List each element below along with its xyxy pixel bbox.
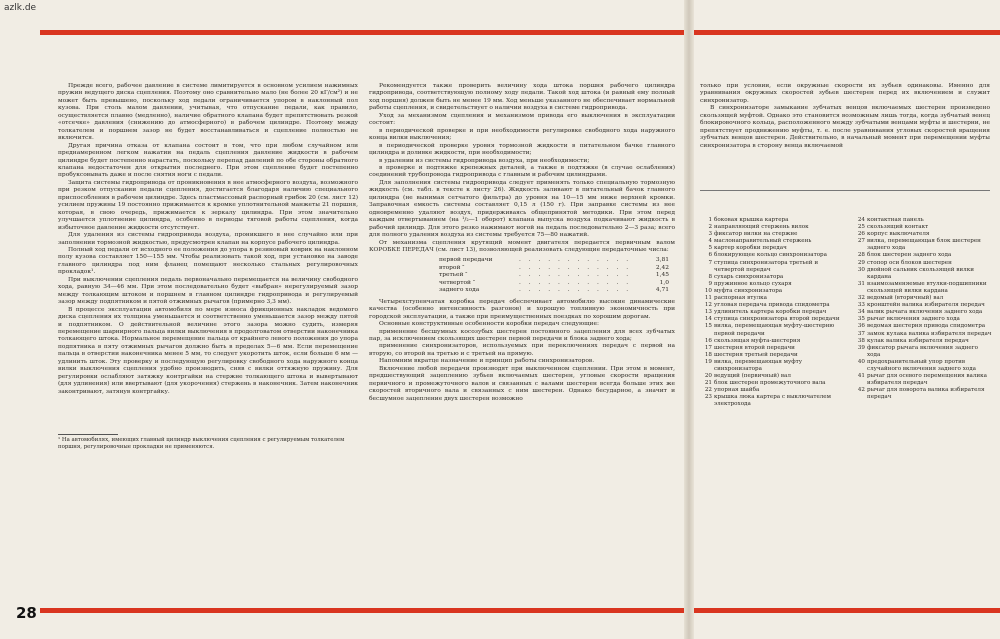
paragraph: В процессе эксплуатации автомобиля по мере износа фрикционных накладок ведомого диска сцепления их толщина уменьшается и соответственно уменьшается зазор между пятой и подпятником. О действительной величине этого зазора можно судить, измеряя перемещение шарнирного пальца вилки выключения в продолговатом отверстии наконечника толкающего штока. Нормальное перемещение пальца от крайнего левого положения до упора подпятника в пяту отжимных рычагов должно быть в пределах 5—6 мм. Если перемещение пальца в отверстии наконечника менее 5 мм, то следует укоротить шток, если больше 6 мм — удлинить шток. Эту проверку и последующую регулировку свободного хода наружного конца вилки выключения сцепления удобно производить, сняв с вилки оттяжную пружину. Для регулировки ослабляют затяжку контргайки на стержне толкающего штока и вывертывают (для удлинения) или ввертывают (для укорочения) стержень в наконечник. Затем наконечник законтривают, затянув контргайку. (58, 306, 358, 395)
paragraph: только при условии, если окружные скорости их зубьев одинаковы. Именно для уравнивания окружных скоростей зубьев шестерен перед их включением и служит синхронизатор. (700, 83, 990, 104)
legend-item: 22 упорная шайба (704, 387, 760, 394)
gear-ratio-row: заднего хода . . . . . . . . . . . . 4,71 (439, 287, 669, 294)
gear-ratio-label: четвертой ″ (439, 279, 476, 286)
legend-item: 35 рычаг включения заднего хода (857, 316, 960, 323)
legend-item: 19 вилка, перемещающая муфту синхронизатора (704, 358, 803, 372)
legend-item: 4 маслонаправительный стержень (708, 238, 812, 245)
paragraph: применение синхронизаторов, используемых при переключениях передач с первой на вторую, со второй на третью и с третьей на прямую. (369, 343, 675, 357)
paragraph: При выключении сцепления педаль первоначально перемещается на величину свободного хода, равную 34—46 мм. При этом последовательно будет «выбран» нерегулируемый зазор между толкающим штоком и поршнем в главном цилиндре гидропривода и регулируемый зазор между подпятником и пятой отжимных рычагов (примерно 3,3 мм). (58, 276, 358, 306)
paragraph: Для удаления из системы гидропривода воздуха, проникшего в нее случайно или при заполнении тормозной жидкостью, предусмотрен клапан на корпусе рабочего цилиндра. (58, 232, 358, 246)
legend-item: 40 предохранительный упор против случайного включения заднего хода (857, 358, 976, 372)
legend-item: 20 ведущий (первичный) вал (704, 373, 791, 380)
paragraph: Для заполнения системы гидропривода следует применять только специальную тормозную жидкость (см. табл. в тексте к листу 26). Жидкость заливают в питательный бачок главного цилиндра (не вынимая сетчатого фильтра) до уровня на 10—15 мм ниже верхней кромки. Заправочная емкость системы составляет 0,15 л (150 г). При заправке системы из нее одновременно удаляют воздух, придерживаясь общепринятой методики. При этом перед каждым отвертыванием (на ¹/₂—1 оборот) клапана выпуска воздуха подкачивают жидкость в рабочий цилиндр. Для этого резко нажимают ногой на педаль последовательно 2—3 раза; всего для полного удаления воздуха из системы требуется 75—80 нажатий. (369, 179, 675, 239)
legend-item: 11 распорная втулка (704, 295, 768, 302)
legend-item: 33 кронштейн валика избирателя передач (857, 302, 985, 309)
legend-item: 39 фиксатор рычага включения заднего хода (857, 344, 979, 358)
legend-item: 17 шестерня второй передачи (704, 344, 795, 351)
paragraph: В синхронизаторе замыкание зубчатых венцов включаемых шестерен произведено скользящей муфтой. Однако это становится возможным лишь тогда, когда зубчатый венец блокировочного кольца, расположенного между зубчатыми венцами муфты и шестерни, не препятствует продвижению муфты, т. е. после уравнивания угловых скоростей вращения зубчатых венцов шестерен. Действительно, в начальный момент при перемещении муфты синхронизатора в сторону венца включаемой (700, 105, 990, 149)
bottom-red-bar-right (694, 608, 1000, 613)
gear-ratio-value: 1,45 (655, 272, 669, 279)
gear-ratio-value: 2,42 (655, 264, 669, 271)
paragraph: Рекомендуется также проверить величину хода штока поршня рабочего цилиндра гидропривода, соответствующую полному ходу педали. Такой ход штока (и равный ему полный ход поршня) должен быть не менее 19 мм. Ход меньше указанного не обеспечивает нормальной работы сцепления, и свидетельствует о наличии воздуха в системе гидропривода. (369, 83, 675, 112)
paragraph: в удалении из системы гидропривода воздуха, при необходимости; (379, 157, 590, 164)
page-number: 28 (16, 604, 37, 622)
paragraph: Прежде всего, рабочее давление в системе лимитируется в основном усилием нажимных пружин ведущего диска сцепления. Поэтому оно сравнительно мало (не более 20 кГ/см²) и не может быть превышено, поскольку ход педали ограничивается упором в наклонный пол кузова. При столь малом давлении, учитывая, что отпускание педали, как правило, осуществляется плавно (медленно), наличие обратного клапана будет препятствовать резкой «отсечке» давления (снижению до атмосферного) в рабочем цилиндре. Поэтому между толкателем и поршнем зазор не будет восстанавливаться и сцепление полностью не включится. (58, 83, 358, 142)
paragraph: применение бесшумных косозубых шестерен постоянного зацепления для всех зубчатых пар, за исключением скользящих шестерен первой передачи и блока заднего хода; (369, 328, 675, 342)
gear-ratio-value: 1,0 (659, 279, 669, 286)
text-column-1 (58, 83, 358, 396)
footnote-text: ¹ На автомобилях, имеющих главный цилиндр выключения сцепления с регулируемым толкателем поршня, регулировочные прокладки не применяются. (58, 437, 345, 450)
paragraph: Напомним вкратце назначение и принцип работы синхронизаторов. (379, 358, 595, 365)
parts-legend-left (700, 217, 848, 409)
gear-ratio-list (369, 257, 675, 294)
paragraph: в периодической проверке уровня тормозной жидкости в питательном бачке главного цилиндра и доливке жидкости, при необходимости; (369, 142, 675, 157)
legend-item: 26 корпус выключателя (857, 231, 930, 238)
legend-item: 2 направляющий стержень вилок (708, 224, 809, 231)
gear-ratio-label: третьей ″ (439, 272, 468, 279)
legend-item: 37 замок кулака валика избирателя передач (857, 330, 992, 337)
legend-item: 41 рычаг для осевого перемещения валика избирателя передач (857, 373, 987, 387)
paragraph: Включение любой передачи производят при выключенном сцеплении. При этом в момент, предшествующий зацеплению зубьев включаемых шестерен, угловые скорости вращения первичного и промежуточного валов и связанных с валами шестерен всегда больше этих же скоростей вторичного вала и связанных с ним шестерен. Однако бесударное, а значит и бесшумное зацепление двух шестерен возможно (369, 365, 675, 402)
paragraph: Четырехступенчатая коробка передач обеспечивает автомобилю высокие динамические качества (особенно интенсивность разгонов) и хорошую топливную экономичность при городской эксплуатации, а также при преимущественных поездках по хорошим дорогам. (369, 298, 675, 320)
legend-item: 10 муфта синхронизатора (704, 287, 783, 294)
legend-item: 42 рычаг для поворота валика избирателя передач (857, 387, 985, 401)
legend-item: 3 фиксатор вилки на стержне (708, 231, 798, 238)
paragraph: Основные конструктивные особенности коробки передач следующие: (379, 321, 599, 328)
legend-item: 31 взаимозаменяемые втулки-подшипники скользящей вилки кардана (857, 280, 987, 294)
legend-item: 13 удлинитель картера коробки передач (704, 309, 827, 316)
text-column-3 (700, 83, 990, 150)
legend-item: 9 пружинное кольцо сухаря (708, 280, 792, 287)
paragraph: Защита системы гидропривода от проникновения в нее атмосферного воздуха, возможного при резком отпускании педали сцепления, достигается благодаря наличию специального приспособления в рабочем цилиндре. Здесь пластмассовый распорный грибок 20 (см. лист 12) усилием пружины 19 постоянно прижимается к кромке уплотнительной манжеты 21 поршня, которая, в свою очередь, прижимается к зеркалу цилиндра. При этом значительно улучшается уплотнение цилиндра, особенно в периоды тяговой работы сцепления, когда избыточное давление жидкости отсутствует. (58, 179, 358, 231)
legend-item: 24 контактная панель (857, 217, 924, 223)
paragraph: Другая причина отказа от клапана состоит в том, что при любом случайном или преднамеренном легком нажатии на педаль сцепления давление жидкости в рабочем цилиндре будет постепенно нарастать, поскольку перепад давлений по обе стороны обратного клапана недостаточен для открытия последнего. При этом сцепление будет постепенно пробуксовывать даже и после снятия ноги с педали. (58, 142, 358, 179)
legend-item: 38 кулак валика избирателя передач (857, 337, 969, 344)
gear-ratio-value: 4,71 (655, 287, 669, 294)
legend-item: 7 ступица синхронизатора третьей и четвертой передач (708, 259, 819, 273)
legend-item: 14 ступица синхронизатора второй передачи (704, 316, 840, 323)
legend-item: 34 валик рычага включения заднего хода (857, 309, 983, 316)
top-red-bar (40, 30, 684, 35)
gear-ratio-row: второй ″ . . . . . . . . . . . . 2,42 (439, 264, 669, 271)
page-spine (684, 0, 694, 639)
legend-item: 30 двойной сальник скользящей вилки кардана (857, 266, 974, 280)
gear-ratio-label: второй ″ (439, 264, 465, 271)
top-red-bar-right (694, 30, 1000, 35)
footnote (58, 434, 358, 451)
legend-item: 12 угловая передача привода спидометра (704, 302, 830, 309)
paragraph: От механизма сцепления крутящий момент двигателя передается первичным валом КОРОБКЕ ПЕРЕДАЧ (см. лист 13), позволяющей реализовать следующие передаточные числа: (369, 239, 675, 253)
legend-item: 1 боковая крышка картера (708, 217, 789, 223)
legend-item: 18 шестерня третьей передачи (704, 351, 798, 358)
legend-item: 36 ведомая шестерня привода спидометра (857, 323, 986, 330)
legend-item: 8 сухарь синхронизатора (708, 273, 784, 280)
paragraph: в периодической проверке и при необходимости регулировке свободного хода наружного конца вилки выключения; (369, 127, 675, 142)
paragraph: Уход за механизмом сцепления и механизмом привода его выключения в эксплуатации состоит: (369, 112, 675, 127)
site-watermark: azlk.de (4, 3, 37, 13)
gear-ratio-value: 3,81 (655, 257, 669, 264)
legend-item: 32 ведомый (вторичный) вал (857, 295, 944, 302)
gear-ratio-label: заднего хода (439, 287, 480, 294)
legend-item: 28 блок шестерен заднего хода (857, 252, 952, 259)
bottom-red-bar (40, 608, 684, 613)
footnote-rule (58, 434, 118, 435)
legend-item: 15 вилка, перемещающая муфту-шестерню первой передачи (704, 323, 835, 337)
legend-item: 23 крышка люка картера с выключателем электрохода (704, 394, 831, 408)
section-divider (700, 190, 990, 191)
parts-legend-right (853, 217, 993, 401)
legend-item: 25 скользящий контакт (857, 224, 929, 231)
paragraph: в проверке и подтяжке крепежных деталей, а также в подтяжке (в случае ослабления) соединений трубопровода гидропривода с главным и рабочим цилиндрами. (369, 164, 675, 179)
gear-ratio-row: четвертой ″ . . . . . . . . . . . . 1,0 (439, 279, 669, 286)
gear-ratio-row: третьей ″ . . . . . . . . . . . . 1,45 (439, 272, 669, 279)
legend-item: 21 блок шестерен промежуточного вала (704, 380, 826, 387)
legend-item: 27 вилка, перемещающая блок шестерен заднего хода (857, 238, 981, 252)
gear-ratio-label: первой передачи (439, 257, 493, 264)
legend-item: 16 скользящая муфта-шестерня (704, 337, 801, 344)
text-column-2 (369, 83, 675, 403)
legend-item: 5 картер коробки передач (708, 245, 787, 252)
gear-ratio-row: первой передачи . . . . . . . . . . . . 3,81 (439, 257, 669, 264)
legend-item: 29 стопор оси блоков шестерен (857, 259, 952, 266)
legend-item: 6 блокирующее кольцо синхронизатора (708, 252, 827, 259)
paragraph: Полный ход педали от исходного ее положения до упора в резиновый коврик на наклонном полу кузова составляет 150—155 мм. Чтобы реализовать такой ход, при установке на заводе главного цилиндра под ним фланец помещают несколько стальных регулировочных прокладок¹. (58, 246, 358, 276)
